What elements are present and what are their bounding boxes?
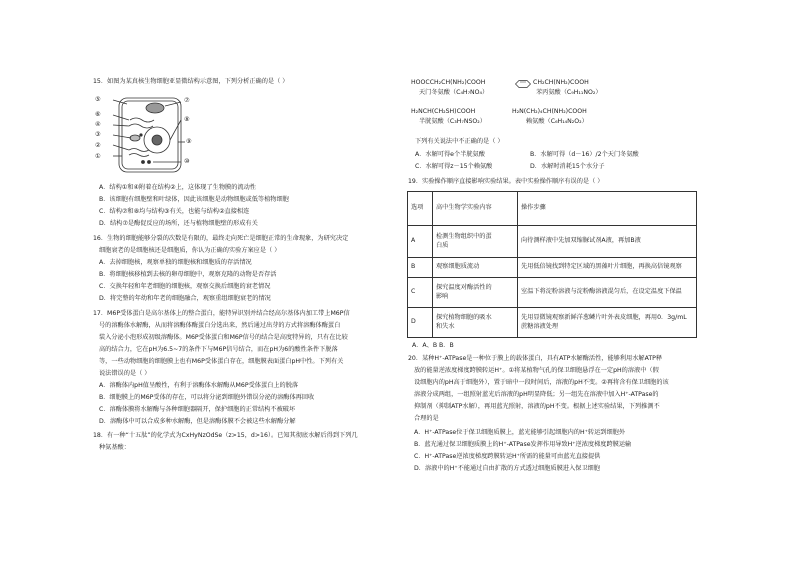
label-2: ② [95,142,101,149]
aa-phe-name: 苯丙氨酸（C₉H₁₁NO₂） [536,89,602,96]
q19-table [407,191,697,338]
label-3: ③ [95,131,101,138]
cell-line: 探究植物细胞的吸水 [436,314,492,321]
q17-line-4: 高的结合力，它在pH为6.5~7的条件下与M6P信号结合，而在pH为6的酸性条件下脱落 [99,346,338,353]
q17-option-a: A．溶酶体内pH值呈酸性，有利于溶酶体水解酶从M6P受体蛋白上的脱落 [99,382,299,389]
cell-line: 室温下将淀粉溶液与淀粉酶溶液混匀后，在设定温度下保温 [521,288,682,296]
q19-row-d-option: D [408,308,433,338]
q17-option-b: B．细胞膜上的M6P受体的存在，可以将分泌到细胞外错误分泌的溶酶体再回收 [99,394,315,401]
label-1: ① [95,153,101,160]
cell-line: 先用显微镜观察新鲜洋葱鳞片叶外表皮细胞，再用0．3g/mL [521,314,687,321]
aa-cys-formula: H₂NCH(CH₂SH)COOH [411,108,476,115]
q20-line-5: 抑制剂（抑制ATP水解），再用蓝光照射，溶液的pH不变。根据上述实验结果，下列推测不 [414,403,660,410]
q16-option-c: C．交换年轻和年老细胞的细胞核，观察交换后细胞的衰老情况 [99,283,271,290]
q19-row-a-option: A [408,226,433,258]
q17-line-1: 17．M6P受体蛋白是高尔基体上的整合蛋白，能特异识别并结合经高尔基体内加工带上M6P信 [93,310,350,317]
table-row [408,278,697,308]
q20-line-1: 20．某种H⁺-ATPase是一种位于膜上的载体蛋白，具有ATP水解酶活性，能够利用水解ATP释 [408,355,663,362]
q17-line-6: 说法错误的是（ ） [99,370,151,377]
q16-line-1: 16．生物的细胞能够分裂的次数是有限的，最终走向死亡是细胞正常的生命现象，为研究决定 [93,235,349,242]
q18-option-d: D．水解时消耗15个水分子 [530,163,605,170]
q19-header-row [408,192,697,226]
q19-row-b-option: B [408,258,433,278]
table-row [408,258,697,278]
q17-option-d: D．溶酶体中可以合成多种水解酶，但是溶酶体膜不会被这些水解酶分解 [99,418,296,425]
aa-asp-name: 天门冬氨酸（C₄H₇NO₄） [419,89,489,96]
q20-line-6: 合理的是 [414,415,439,422]
cell-line: 观察细胞质流动 [436,263,480,271]
q15-option-c: C．结构⑦和⑧均与结构③有关，也能与结构②直接相连 [99,208,250,215]
q19-row-c-content [433,278,518,308]
label-8: ⑧ [184,116,190,123]
q19-stem: 19．实验操作顺序直接影响实验结果。表中实验操作顺序有误的是（ ） [408,178,604,185]
q15-option-b: B．该细胞有细胞壁和叶绿体，因此该细胞是动物细胞或低等植物细胞 [99,196,289,203]
q16-option-d: D．将完整的年幼和年老的细胞融合，观察重组细胞衰老的情况 [99,295,271,302]
q19-header-content: 高中生物学实验内容 [433,192,518,226]
aa-asp-formula: HOOCCH₂CH(NH₂)COOH [411,79,486,86]
q19-row-a-content [433,226,518,258]
q15-option-a: A．结构①和④附着在结构②上，这体现了生物膜的流动性 [99,184,256,191]
label-9: ⑨ [186,138,192,145]
q16-option-a: A．去掉细胞核，观察单独的细胞核和细胞质的存活情况 [99,259,252,266]
q19-row-b-step [518,258,697,278]
q20-option-a: A．H⁺-ATPase位于保卫细胞质膜上，蓝光能够引起细胞内的H⁺转运到细胞外 [414,429,626,436]
q19-row-a-step [518,226,697,258]
label-10: ⑩ [184,158,190,165]
cell-line: 和失水 [436,322,455,330]
q19-answers: A．A、B B．B [412,342,454,349]
cell-line: 检测生物组织中的蛋 [436,233,492,240]
q18-sub-stem: 下列有关说法中不正确的是（ ） [415,138,504,145]
label-4: ④ [95,121,101,128]
cell-line: 探究温度对酶活性的 [436,284,492,291]
q16-line-2: 细胞衰老的是细胞核还是细胞质，你认为正确的实验方案应是（ ） [99,247,281,254]
cell-line: 向待测样液中先加双缩脲试剂A液，再加B液 [521,237,641,245]
q18-option-c: C．水解可得z－15个赖氨酸 [415,163,493,170]
q19-row-d-step [518,308,697,338]
q16-option-b: B．将细胞核移植到去核的卵母细胞中，观察克隆的动物是否存活 [99,271,277,278]
q17-option-c: C．溶酶体膜将水解酶与各种细胞器隔开，保护细胞的正常结构不被破坏 [99,406,296,413]
q19-row-d-content [433,308,518,338]
q19-row-b-content [433,258,518,278]
q20-line-4: 溶液分成两组，一组照射蓝光后溶液的pH明显降低；另一组先在溶液中加入H⁺-ATPase的 [414,391,659,398]
q20-option-b: B．蓝光通过保卫细胞质膜上的H⁺-ATPase发挥作用导致H⁺逆浓度梯度跨膜运输 [414,441,632,448]
label-5: ⑤ [95,96,101,103]
cell-line: 先用低倍镜找到特定区域的黑藻叶片细胞，再换高倍镜观察 [521,263,682,271]
q18-option-b: B．水解可得（d－16）/2个天门冬氨酸 [530,151,639,158]
q20-line-3: 设细胞内的pH高于细胞外），置于暗中一段时间后，溶液的pH不变。②再将含有保卫细胞的该 [414,379,669,386]
q19-header-steps: 操作步骤 [518,192,697,226]
chloroplast [146,103,164,113]
q18-line-1: 18．有一种“十五肽”的化学式为CxHyNzOdSe（z>15，d>16）。已知其彻底水解后得到下列几 [93,432,358,439]
table-row [408,226,697,258]
cell-diagram [93,90,193,178]
aa-cys-name: 半胱氨酸（C₃H₇NSO₂） [419,118,486,125]
q17-line-5: 等，一些动物细胞的细胞膜上也有M6P受体蛋白存在，细胞膜表面蛋白pH中性。下列有关 [99,358,344,365]
benzene-ring-icon [515,80,531,88]
label-6: ⑥ [95,111,101,118]
label-7: ⑦ [184,97,190,104]
q19-row-c-option: C [408,278,433,308]
q20-line-2: 放的能量逆浓度梯度跨膜转运H⁺。①将某植物气孔的保卫细胞悬浮在一定pH的溶液中（假 [414,367,659,374]
q18-line-2: 种氨基酸： [99,444,130,451]
cell-line: 蔗糖溶液处理 [521,322,559,330]
aa-phe-formula: CH₂CH(NH₂)COOH [533,79,589,86]
q18-option-a: A．水解可得e个半胱氨酸 [415,151,485,158]
aa-lys-formula: H₂N(CH₂)₄CH(NH₂)COOH [512,108,587,115]
q17-line-2: 号的溶酶体水解酶，从而将溶酶体酶蛋白分选出来，然后通过出芽的方式将溶酶体酶蛋白 [99,322,341,329]
q20-option-c: C．H⁺-ATPase逆浓度梯度跨膜转运H⁺所需的能量可由蓝光直接提供 [414,453,601,460]
q15-stem: 15．如图为某真核生物细胞亚显微结构示意图，下列分析正确的是（ ） [93,78,289,85]
q19-row-c-step [518,278,697,308]
q15-option-d: D．结构⑦是酶促反应的场所，还与植物细胞壁的形成有关 [99,220,258,227]
cell-line: 影响 [436,292,449,300]
cell-line: 白质 [436,241,449,249]
q17-line-3: 装入分泌小泡形成初级溶酶体。M6P受体蛋白和M6P信号的结合是高度特异的，只有在比较 [99,334,348,341]
aa-lys-name: 赖氨酸（C₆H₁₄N₂O₂） [526,118,588,125]
table-row [408,308,697,338]
q19-header-option: 选项 [408,192,433,226]
q20-option-d: D．溶液中的H⁺不能通过自由扩散的方式透过细胞质膜进入保卫细胞 [414,465,600,472]
